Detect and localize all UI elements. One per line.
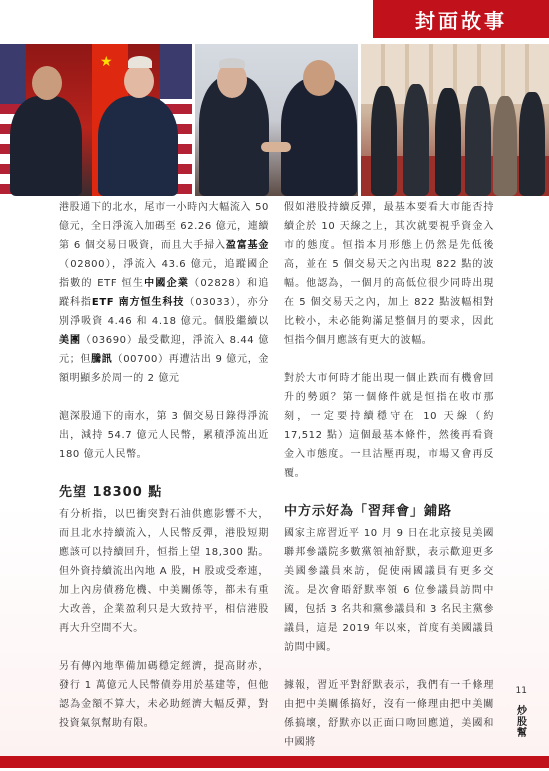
paragraph: 對於大市何時才能出現一個止跌而有機會回升的勢頭？第一個條件就是恒指在收市那刻，一定要持續穩守在 10 天線（約 17,512 點）這個最基本條件，然後再看資金入市態度。一旦沽壓再現，市場又會再反覆。 bbox=[284, 373, 494, 479]
paragraph: 港股通下的北水，尾市一小時內大幅流入 50 億元，全日淨流入加碼至 62.26 億元，連續第 6 個交易日吸資，而且大手掃入盈富基金（02800），淨流入 43.6 億元，追蹤國企指數的 ETF 恒生中國企業（02828）和追蹤科指ETF 南方恒生科技（03033），亦分別淨吸資 4.46 和 4.18 億元。個股繼續以美團（03690）最受歡迎，淨流入 8.44 億元；但騰訊（00700）再遭沽出 9 億元，金額明顯多於周一的 2 億元 bbox=[59, 202, 270, 384]
brand-logo: 炒股幫 bbox=[517, 706, 527, 739]
paragraph: 滬深股通下的南水，第 3 個交易日錄得淨流出，減持 54.7 億元人民幣，累積淨流出近 180 億元人民幣。 bbox=[59, 411, 269, 460]
page-number: 11 bbox=[515, 686, 527, 696]
photo-handshake-meeting bbox=[195, 44, 359, 196]
right-column bbox=[284, 198, 494, 771]
paragraph: 假如港股持續反彈，最基本要看大市能否持續企於 10 天線之上，其次就要視乎資金入市的態度。恒指本月形態上仍然是先低後高，並在 5 個交易天之內出現 822 點的波幅。他認為，一個月的高低位很少同時出現在 5 個交易天之內，加上 822 點波幅相對比較小，未必能夠滿足整個月的要求，因此恒指今個月應該有更大的波幅。 bbox=[284, 202, 494, 346]
section-tab: 封面故事 bbox=[373, 0, 549, 38]
subheading: 中方示好為「習拜會」鋪路 bbox=[284, 504, 453, 519]
subheading: 先望 18300 點 bbox=[59, 485, 163, 500]
left-column bbox=[59, 198, 269, 752]
paragraph: 有分析指，以巴衝突對石油供應影響不大，而且北水持續流入，人民幣反彈，港股短期應該可以持續回升，恒指上望 18,300 點。但外資持續流出內地 A 股，H 股或受牽連，加上內房債務危機、中美關係等，都未有重大改善，企業盈利只是大致持平，相信港股再大升空間不大。 bbox=[59, 509, 269, 634]
photo-delegation-walking bbox=[361, 44, 549, 196]
article-body bbox=[0, 198, 549, 758]
paragraph: 據報，習近平對舒默表示，我們有一千條理由把中美關係搞好，沒有一條理由把中美關係搞壞，舒默亦以正面口吻回應道，美國和中國將 bbox=[284, 680, 494, 748]
paragraph: 國家主席習近平 10 月 9 日在北京接見美國聯邦參議院多數黨領袖舒默，表示歡迎更多美國參議員來訪，促使兩國議員有更多交流。是次會晤舒默率領 6 位參議員訪問中國，包括 3 名共和黨參議員和 3 名民主黨參議員，這是 2019 年以來，首度有美國議員訪問中國。 bbox=[284, 528, 494, 653]
photo-leaders-handshake-flags: ★ bbox=[0, 44, 192, 196]
bottom-accent-bar bbox=[0, 756, 549, 768]
photo-strip bbox=[0, 44, 549, 196]
paragraph: 另有傳內地準備加碼穩定經濟，提高財赤，發行 1 萬億元人民幣債券用於基建等，但他認為金額不算大，未必助經濟大幅反彈，對投資氣氛幫助有限。 bbox=[59, 661, 269, 729]
